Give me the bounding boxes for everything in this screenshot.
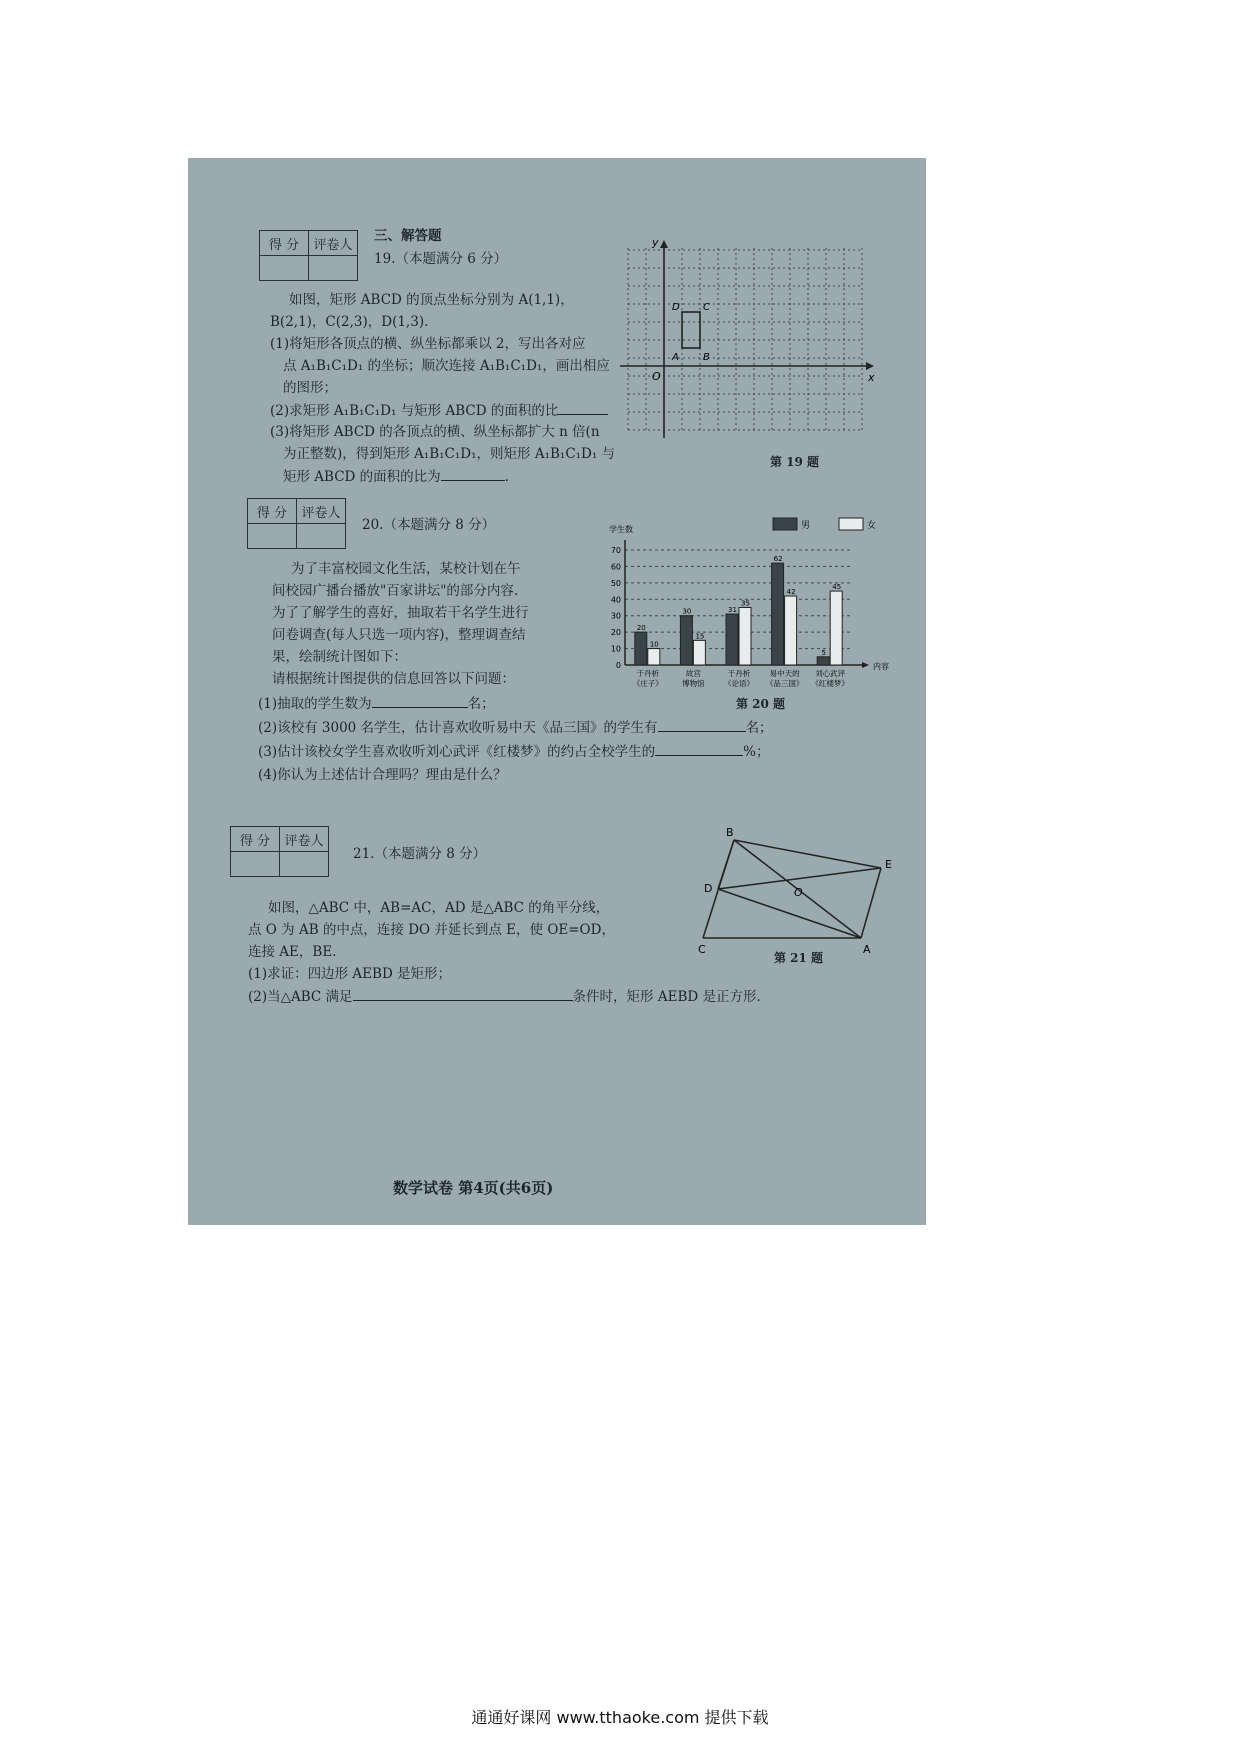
x-tick-label: 于丹析: [636, 669, 660, 678]
q19-part3: 矩形 ABCD 的面积的比为 .: [283, 469, 509, 485]
bar: [635, 632, 647, 665]
legend-swatch: [773, 518, 797, 530]
y-axis-arrow: [660, 240, 668, 248]
score-cell[interactable]: [231, 852, 280, 877]
q20-bar-chart: [603, 510, 911, 700]
label-e: E: [885, 858, 892, 871]
q21-line: 连接 AE，BE.: [248, 944, 337, 960]
q21-caption: 第 21 题: [774, 951, 824, 965]
grader-label: 评卷人: [280, 827, 329, 852]
grader-label: 评卷人: [309, 231, 358, 256]
x-tick-label: 刘心武评: [815, 669, 846, 678]
bar: [817, 657, 829, 665]
bar: [772, 563, 784, 665]
q19-part3-text: 矩形 ABCD 的面积的比为: [283, 469, 441, 485]
x-tick-label: 《品三国》: [765, 679, 804, 688]
x-tick-label: 易中天的: [769, 669, 800, 678]
bar: [726, 614, 738, 665]
segment-be: [734, 840, 881, 868]
bar-value-label: 45: [832, 583, 842, 592]
answer-blank[interactable]: [372, 695, 468, 708]
bar: [648, 649, 660, 665]
y-tick-label: 30: [610, 611, 621, 621]
bar: [739, 608, 751, 666]
label-b: B: [726, 826, 734, 839]
answer-blank[interactable]: [441, 468, 505, 481]
q20-line: 为了了解学生的喜好，抽取若干名学生进行: [272, 605, 529, 621]
q19-line: 点 A₁B₁C₁D₁ 的坐标；顺次连接 A₁B₁C₁D₁，画出相应: [283, 358, 610, 374]
q21-part2-suffix: 条件时，矩形 AEBD 是正方形.: [572, 989, 761, 1005]
q20-part2: [258, 719, 773, 736]
q20-part1: [258, 695, 495, 712]
bar: [680, 616, 692, 665]
q20-line: 为了丰富校园文化生活，某校计划在午: [291, 561, 521, 577]
q20-part1-text: (1)抽取的学生数为: [258, 696, 372, 712]
legend-swatch: [839, 518, 863, 530]
bar-value-label: 5: [821, 648, 826, 657]
y-tick-label: 50: [610, 578, 621, 588]
answer-blank[interactable]: [558, 402, 608, 415]
download-credit: 通通好课网 www.tthaoke.com 提供下载: [471, 1708, 769, 1727]
q20-part1-suffix: 名；: [467, 696, 495, 712]
q20-line: 请根据统计图提供的信息回答以下问题：: [272, 671, 515, 687]
y-label: y: [652, 238, 659, 249]
bar-value-label: 31: [728, 606, 737, 615]
y-tick-label: 0: [615, 661, 621, 670]
q19-part2-text: (2)求矩形 A₁B₁C₁D₁ 与矩形 ABCD 的面积的比: [270, 403, 559, 419]
q21-part2: [248, 988, 761, 1005]
label-o: O: [794, 886, 803, 899]
q21-line: 如图，△ABC 中，AB=AC，AD 是△ABC 的角平分线，: [268, 900, 610, 916]
q21-header: 21.（本题满分 8 分）: [353, 846, 487, 862]
score-label: 得 分: [248, 499, 297, 524]
y-tick-label: 10: [610, 644, 621, 654]
page-footer: 数学试卷 第4页(共6页): [393, 1179, 554, 1197]
score-box-q19: [259, 230, 358, 281]
q21-line: (1)求证：四边形 AEBD 是矩形；: [248, 966, 452, 982]
score-cell[interactable]: [260, 256, 309, 281]
q19-caption: 第 19 题: [770, 455, 820, 469]
x-label: x: [868, 371, 875, 384]
chart-x-arrow: [862, 662, 869, 668]
answer-blank[interactable]: [658, 719, 746, 732]
score-label: 得 分: [260, 231, 309, 256]
q19-line: 的图形；: [283, 380, 337, 396]
q20-header: 20.（本题满分 8 分）: [362, 517, 496, 533]
chart-ylabel: 学生数: [609, 525, 633, 534]
bar: [830, 591, 842, 665]
segment-da: [718, 889, 861, 938]
segment-ea: [861, 868, 881, 938]
q20-caption: 第 20 题: [736, 697, 786, 711]
q20-part2-suffix: 名；: [745, 720, 773, 736]
point-a-label: A: [672, 352, 679, 363]
legend-label: 女: [867, 521, 877, 531]
score-label: 得 分: [231, 827, 280, 852]
x-tick-label: 《庄子》: [632, 679, 663, 688]
rectangle-abcd: [682, 312, 700, 348]
exam-page-photo: [188, 158, 926, 1225]
x-tick-label: 故宫: [685, 669, 701, 678]
q20-part4: (4)你认为上述估计合理吗？理由是什么？: [258, 767, 507, 783]
q19-coordinate-grid: [618, 238, 878, 458]
q21-line: 点 O 为 AB 的中点，连接 DO 并延长到点 E，使 OE=OD，: [248, 922, 615, 938]
q19-line: 为正整数)，得到矩形 A₁B₁C₁D₁，则矩形 A₁B₁C₁D₁ 与: [283, 446, 616, 462]
section-title: 三、解答题: [374, 228, 442, 244]
bar-value-label: 42: [786, 588, 796, 596]
point-d-label: D: [672, 302, 680, 313]
bar-value-label: 15: [695, 632, 705, 641]
bar: [693, 640, 705, 665]
q20-line: 间校园广播台播放"百家讲坛"的部分内容.: [272, 583, 519, 599]
segment-db: [718, 840, 734, 889]
q19-line: (3)将矩形 ABCD 的各顶点的横、纵坐标都扩大 n 倍(n: [270, 424, 600, 440]
label-d: D: [704, 882, 713, 895]
q20-line: 果，绘制统计图如下：: [272, 649, 407, 665]
score-box-q20: [247, 498, 346, 549]
grader-label: 评卷人: [297, 499, 346, 524]
legend-label: 男: [801, 521, 811, 531]
answer-blank[interactable]: [655, 743, 743, 756]
q19-line: (1)将矩形各顶点的横、纵坐标都乘以 2，写出各对应: [270, 336, 586, 352]
score-box-q21: [230, 826, 329, 877]
label-a: A: [863, 943, 871, 956]
bar-value-label: 20: [636, 624, 646, 633]
x-tick-label: 《论语》: [724, 679, 754, 688]
q20-part3-text: (3)估计该校女学生喜欢收听刘心武评《红楼梦》的约占全校学生的: [258, 744, 656, 760]
x-axis-arrow: [866, 362, 874, 370]
bar-value-label: 35: [741, 599, 750, 608]
label-c: C: [698, 943, 706, 956]
q19-part2: [270, 402, 608, 419]
grid-lines: [628, 248, 862, 433]
q19-line: 如图，矩形 ABCD 的顶点坐标分别为 A(1,1)，: [289, 292, 574, 308]
q21-part2-text: (2)当△ABC 满足: [248, 989, 353, 1005]
q20-part3-suffix: %；: [743, 744, 770, 760]
origin-label: O: [652, 370, 661, 383]
bar-value-label: 10: [649, 640, 659, 649]
x-tick-label: 于丹析: [727, 669, 751, 678]
point-b-label: B: [703, 352, 710, 363]
point-c-label: C: [703, 302, 710, 313]
q20-part2-text: (2)该校有 3000 名学生，估计喜欢收听易中天《品三国》的学生有: [258, 720, 658, 736]
grader-cell[interactable]: [309, 256, 358, 281]
q19-header: 19.（本题满分 6 分）: [374, 251, 508, 267]
chart-xlabel: 内容: [873, 662, 889, 671]
q20-part3: [258, 743, 769, 760]
q20-line: 问卷调查(每人只选一项内容)，整理调查结: [272, 627, 526, 643]
x-tick-label: 《红楼梦》: [811, 679, 849, 688]
x-tick-label: 博物馆: [682, 679, 705, 688]
y-tick-label: 60: [610, 562, 621, 572]
y-tick-label: 40: [610, 595, 621, 605]
score-cell[interactable]: [248, 524, 297, 549]
q19-line: B(2,1)，C(2,3)，D(1,3).: [270, 314, 429, 330]
grader-cell[interactable]: [280, 852, 329, 877]
y-tick-label: 70: [610, 546, 621, 555]
answer-blank[interactable]: [353, 988, 573, 1001]
grader-cell[interactable]: [297, 524, 346, 549]
bar: [785, 596, 797, 665]
bar-value-label: 30: [682, 607, 692, 616]
bar-value-label: 62: [773, 555, 783, 564]
y-tick-label: 20: [610, 628, 621, 638]
